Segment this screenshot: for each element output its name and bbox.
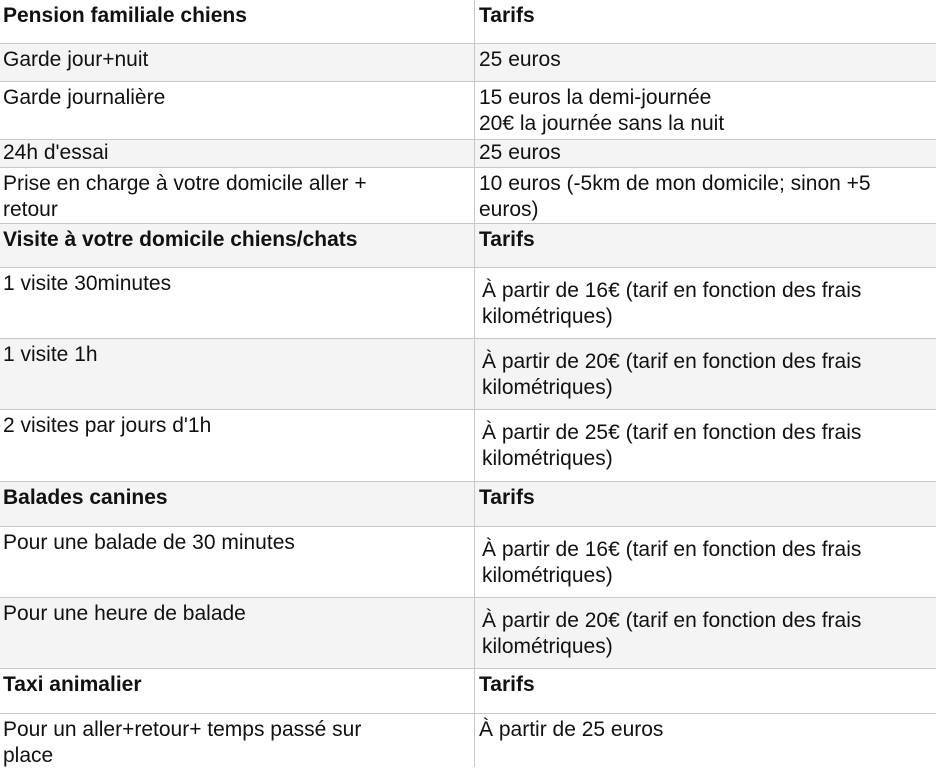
service-label: Pour un aller+retour+ temps passé sur place — [3, 718, 362, 767]
service-price: À partir de 16€ (tarif en fonction des frais kilométriques) — [474, 527, 936, 597]
price-column-header: Tarifs — [474, 224, 936, 267]
section-header-visite — [0, 224, 936, 268]
service-label: Garde journalière — [3, 86, 166, 109]
section-header-taxi — [0, 669, 936, 714]
service-label: 1 visite 1h — [3, 343, 98, 366]
table-row — [0, 598, 936, 669]
service-price: À partir de 25€ (tarif en fonction des frais kilométriques) — [474, 410, 936, 481]
table-row — [0, 268, 936, 339]
price-column-header: Tarifs — [474, 669, 936, 713]
service-price: 15 euros la demi-journée 20€ la journée sans la nuit — [474, 82, 936, 139]
table-row — [0, 82, 936, 140]
section-title: Visite à votre domicile chiens/chats — [3, 228, 358, 251]
table-row — [0, 168, 936, 224]
price-column-header: Tarifs — [474, 482, 936, 526]
table-row — [0, 140, 936, 168]
service-price: 25 euros — [474, 140, 936, 167]
table-row — [0, 527, 936, 598]
table-row — [0, 339, 936, 410]
service-label: Garde jour+nuit — [3, 48, 149, 71]
service-label: 1 visite 30minutes — [3, 272, 172, 295]
service-price: À partir de 16€ (tarif en fonction des frais kilométriques) — [474, 268, 936, 338]
service-price: À partir de 20€ (tarif en fonction des frais kilométriques) — [474, 598, 936, 668]
service-label: Prise en charge à votre domicile aller + retour — [3, 172, 367, 221]
section-header-balades — [0, 482, 936, 527]
service-price: 25 euros — [474, 44, 936, 81]
table-row — [0, 714, 936, 767]
table-row — [0, 410, 936, 482]
service-label: 24h d'essai — [3, 141, 109, 164]
table-row — [0, 44, 936, 82]
section-title: Balades canines — [3, 486, 168, 509]
service-price: À partir de 20€ (tarif en fonction des frais kilométriques) — [474, 339, 936, 409]
service-label: Pour une balade de 30 minutes — [3, 531, 295, 554]
service-label: Pour une heure de balade — [3, 602, 246, 625]
section-title: Pension familiale chiens — [3, 4, 247, 27]
price-column-header: Tarifs — [474, 0, 936, 43]
section-header-pension — [0, 0, 936, 44]
service-label: 2 visites par jours d'1h — [3, 414, 212, 437]
section-title: Taxi animalier — [3, 673, 142, 696]
service-price: À partir de 25 euros — [474, 714, 936, 767]
service-price: 10 euros (-5km de mon domicile; sinon +5 euros) — [474, 168, 936, 223]
